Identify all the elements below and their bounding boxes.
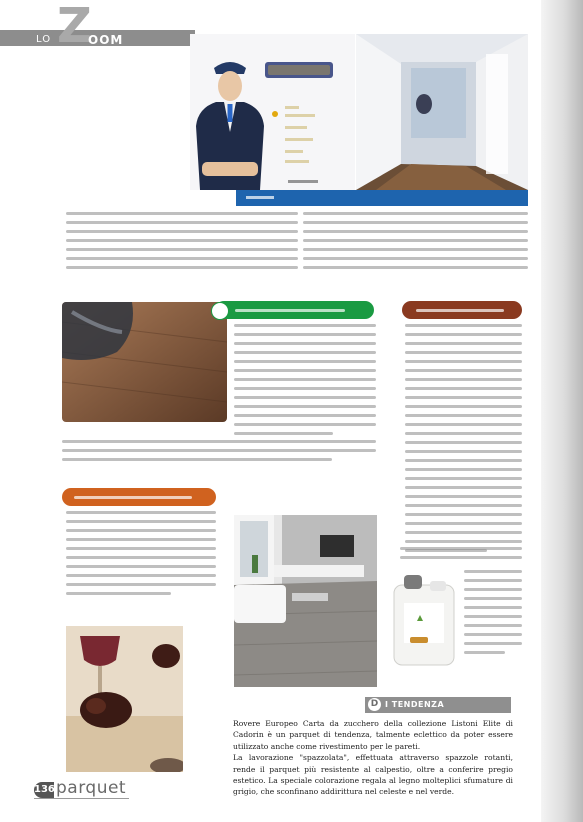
caption-heading-initial: D xyxy=(368,698,381,711)
wine-glass-illustration xyxy=(66,626,183,772)
page-number: 136 xyxy=(34,782,54,798)
living-room-illustration xyxy=(234,515,377,687)
section-header-prefix: LO xyxy=(36,34,52,45)
caption-heading-title: I TENDENZA xyxy=(385,700,445,709)
wood-floor-photo xyxy=(62,302,227,422)
intro-text-right-column xyxy=(303,212,528,275)
right-column-text xyxy=(405,324,522,558)
caption-body xyxy=(233,718,513,798)
page-gutter-shadow xyxy=(541,0,583,822)
hostess-ad-image xyxy=(190,34,355,190)
living-room-photo xyxy=(234,515,377,687)
footer-rule xyxy=(34,798,129,799)
cleaner-bottle-image xyxy=(390,575,458,667)
wine-glass-photo xyxy=(66,626,183,772)
blue-band-text-blur xyxy=(246,196,274,199)
brown-heading-pill xyxy=(402,301,522,319)
green-pill-icon xyxy=(211,302,229,320)
caption-paragraph: La lavorazione "spazzolata", effettuata attraverso spazzole rotanti, rende il parquet più resistente al calpestio, oltre a conferire pregio estetico. La speciale colorazione regala al legno molteplici sfumature di grigio, che sconfinano addirittura nel celeste e nel verde. xyxy=(233,753,513,797)
section-header-big-letter: Z xyxy=(57,0,92,54)
blue-title-band xyxy=(236,190,528,206)
right-lower-text-wide xyxy=(400,547,522,565)
left-column-text xyxy=(66,511,216,601)
magazine-brand-logo: parquet xyxy=(56,778,127,798)
green-heading-pill xyxy=(215,301,374,319)
corridor-illustration xyxy=(356,34,528,190)
caption-paragraph: Rovere Europeo Carta da zucchero della collezione Listoni Elite di Cadorin è un parquet di tendenza, talmente eclettico da poter essere utilizzato anche come rivestimento per le pareti. xyxy=(233,719,513,751)
orange-heading-pill xyxy=(62,488,216,506)
hostess-illustration xyxy=(190,34,355,190)
bottle-illustration xyxy=(390,575,458,667)
intro-text-left-column xyxy=(66,212,298,275)
middle-column-text xyxy=(234,324,376,441)
corridor-photo xyxy=(356,34,528,190)
wood-floor-illustration xyxy=(62,302,227,422)
right-lower-text xyxy=(464,570,522,660)
section-header-title: OOM xyxy=(88,33,124,47)
middle-wide-text xyxy=(62,440,376,467)
